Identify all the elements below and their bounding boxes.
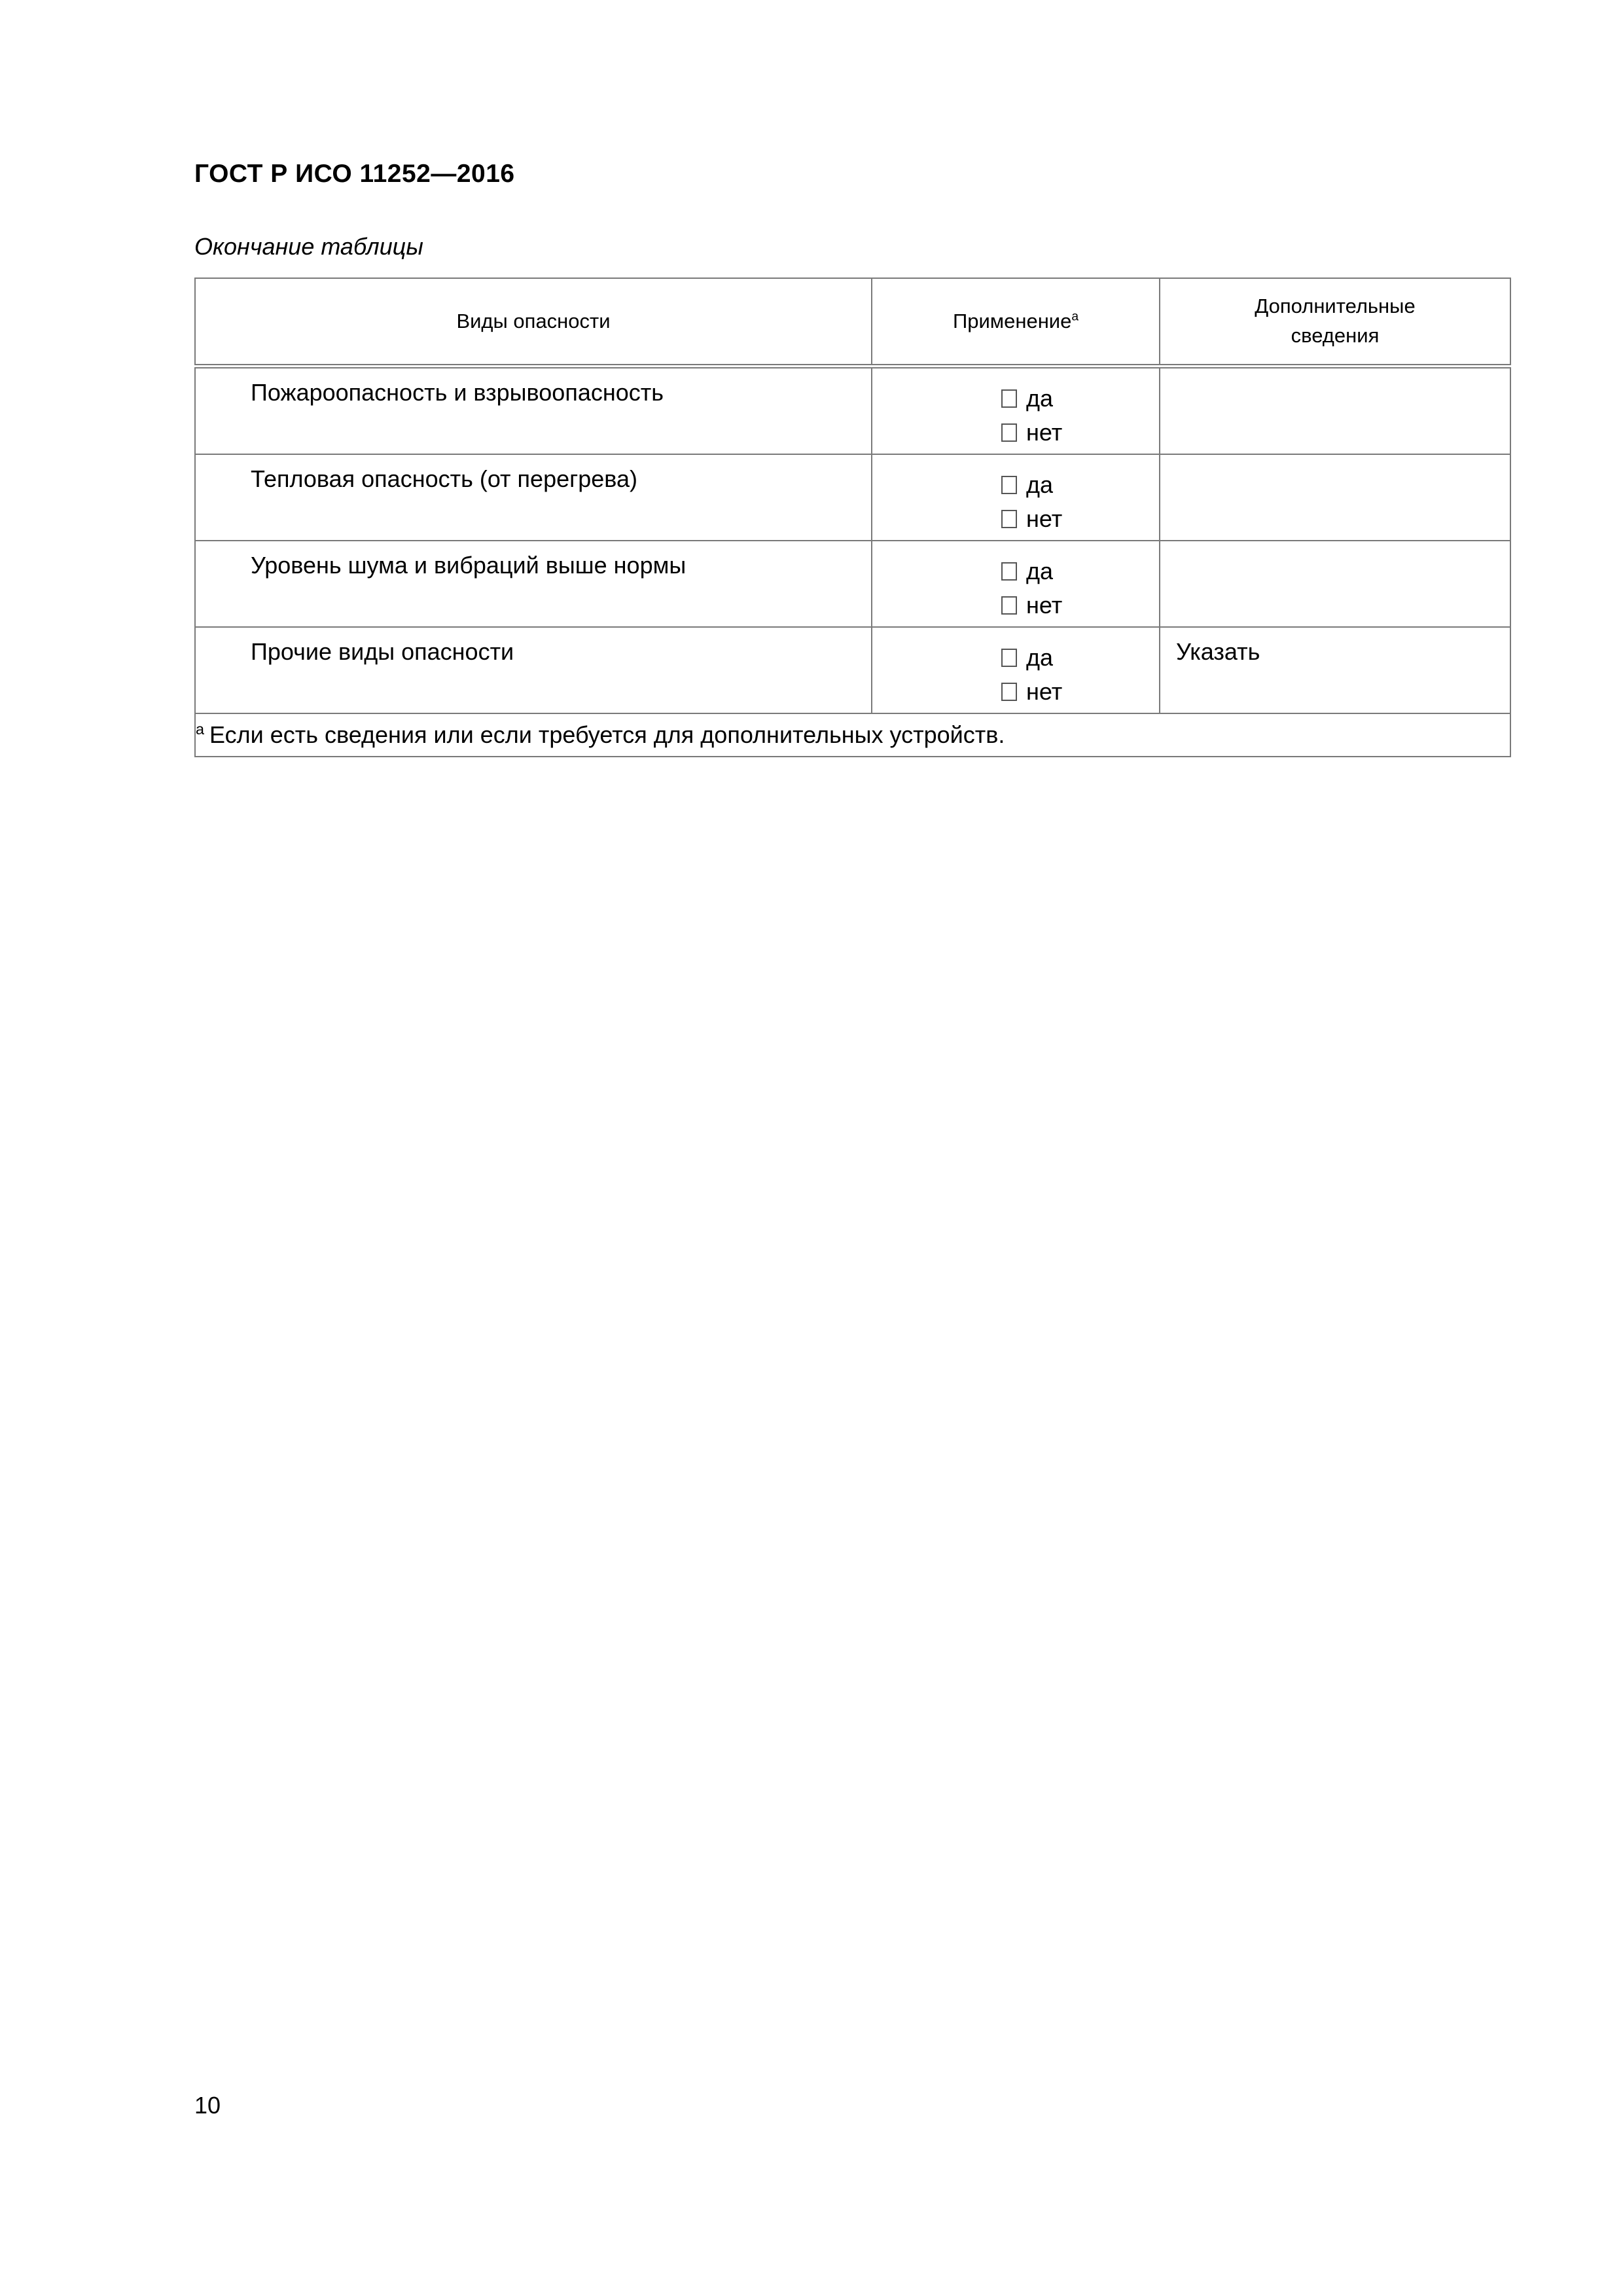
column-header-additional-info-label: Дополнительные сведения <box>1255 295 1416 347</box>
option-yes[interactable] <box>1001 382 1159 416</box>
additional-info-text <box>1160 368 1510 379</box>
option-yes-label: да <box>1026 558 1054 584</box>
additional-info-cell <box>1160 454 1510 541</box>
option-no-label: нет <box>1026 592 1063 619</box>
checkbox-yes[interactable] <box>1001 389 1017 408</box>
checkbox-no[interactable] <box>1001 510 1017 528</box>
column-header-application-label: Применение <box>952 309 1072 332</box>
checkbox-no[interactable] <box>1001 423 1017 442</box>
option-no[interactable] <box>1001 588 1159 622</box>
footnote-reference: а <box>1071 310 1079 324</box>
checkbox-yes[interactable] <box>1001 649 1017 667</box>
additional-info-text <box>1160 455 1510 465</box>
option-no[interactable] <box>1001 675 1159 709</box>
option-yes-label: да <box>1026 385 1054 412</box>
table-row <box>195 627 1510 713</box>
option-yes[interactable] <box>1001 641 1159 675</box>
application-cell <box>872 627 1160 713</box>
option-no[interactable] <box>1001 416 1159 450</box>
checkbox-no[interactable] <box>1001 683 1017 701</box>
hazard-cell <box>195 541 872 627</box>
application-cell <box>872 541 1160 627</box>
hazard-cell <box>195 454 872 541</box>
hazard-cell <box>195 367 872 455</box>
additional-info-text <box>1160 541 1510 552</box>
option-no-label: нет <box>1026 505 1063 532</box>
footnote-mark: а <box>196 721 205 738</box>
column-header-hazard-label: Виды опасности <box>456 309 611 332</box>
table-row <box>195 541 1510 627</box>
table-caption: Окончание таблицы <box>194 233 423 260</box>
option-yes-label: да <box>1026 644 1054 671</box>
hazard-cell <box>195 627 872 713</box>
table-row <box>195 454 1510 541</box>
additional-info-text: Указать <box>1176 638 1260 665</box>
additional-info-cell <box>1160 367 1510 455</box>
hazard-table <box>194 278 1511 757</box>
option-no-label: нет <box>1026 678 1063 705</box>
hazard-name: Пожароопасность и взрывоопасность <box>251 379 664 406</box>
hazard-name: Тепловая опасность (от перегрева) <box>251 465 638 492</box>
option-yes[interactable] <box>1001 468 1159 502</box>
column-header-hazard <box>195 278 872 367</box>
table-header-row <box>195 278 1510 367</box>
additional-info-cell <box>1160 541 1510 627</box>
application-cell <box>872 454 1160 541</box>
checkbox-yes[interactable] <box>1001 562 1017 581</box>
document-header: ГОСТ Р ИСО 11252—2016 <box>194 160 515 188</box>
application-cell <box>872 367 1160 455</box>
page-number: 10 <box>194 2092 221 2119</box>
checkbox-yes[interactable] <box>1001 476 1017 494</box>
column-header-application <box>872 278 1160 367</box>
column-header-additional-info <box>1160 278 1510 367</box>
hazard-name: Прочие виды опасности <box>251 638 514 665</box>
additional-info-cell <box>1160 627 1510 713</box>
footnote-cell <box>195 713 1510 757</box>
hazard-name: Уровень шума и вибраций выше нормы <box>251 552 687 579</box>
footnote-row <box>195 713 1510 757</box>
option-yes-label: да <box>1026 471 1054 498</box>
option-no[interactable] <box>1001 502 1159 536</box>
footnote-text: Если есть сведения или если требуется для дополнительных устройств. <box>209 721 1005 748</box>
option-yes[interactable] <box>1001 554 1159 588</box>
table-row <box>195 367 1510 455</box>
checkbox-no[interactable] <box>1001 596 1017 615</box>
option-no-label: нет <box>1026 419 1063 446</box>
